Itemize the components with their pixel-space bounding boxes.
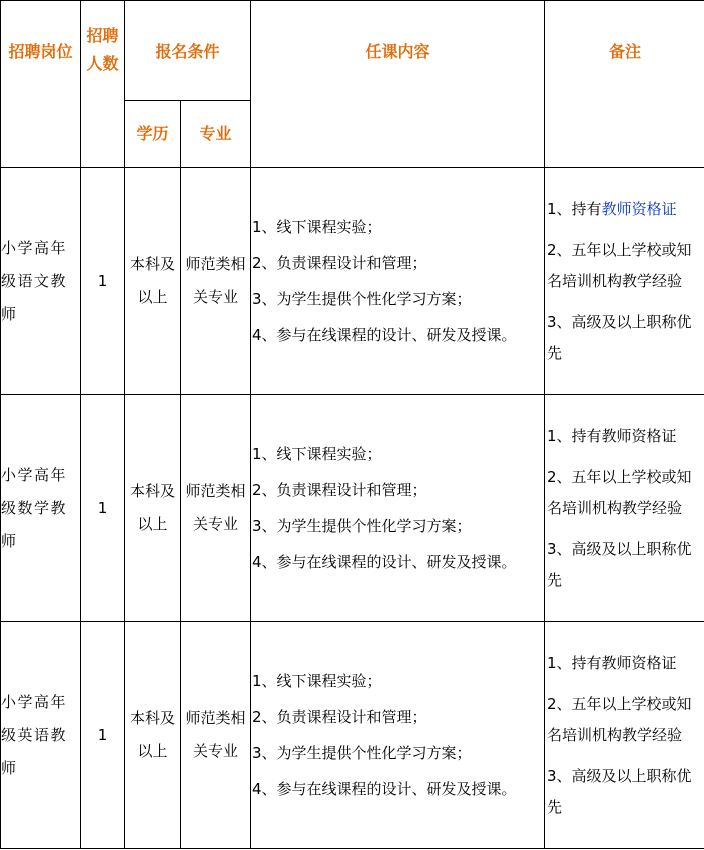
position-cell: 小学高年级数学教师 <box>1 395 81 622</box>
duties-cell <box>251 395 545 622</box>
count-cell: 1 <box>81 168 125 395</box>
note-item <box>547 194 704 225</box>
note-item: 3、高级及以上职称优先 <box>547 766 692 816</box>
header-major: 专业 <box>181 101 251 168</box>
header-position: 招聘岗位 <box>1 1 81 168</box>
count-cell: 1 <box>81 395 125 622</box>
note-text: 1、持有 <box>547 199 602 218</box>
duty-item: 3、为学生提供个性化学习方案； <box>252 744 472 762</box>
header-conditions: 报名条件 <box>125 1 251 101</box>
note-item: 3、高级及以上职称优先 <box>547 539 692 589</box>
note-item: 2、五年以上学校或知名培训机构教学经验 <box>547 694 692 744</box>
note-item: 2、五年以上学校或知名培训机构教学经验 <box>547 240 692 290</box>
major-cell: 师范类相关专业 <box>181 168 251 395</box>
header-education: 学历 <box>125 101 181 168</box>
duties-cell <box>251 622 545 849</box>
major-cell: 师范类相关专业 <box>181 395 251 622</box>
position-cell: 小学高年级英语教师 <box>1 622 81 849</box>
duty-item: 4、参与在线课程的设计、研发及授课。 <box>252 553 517 571</box>
duty-item: 4、参与在线课程的设计、研发及授课。 <box>252 326 517 344</box>
duty-item: 2、负责课程设计和管理； <box>252 481 427 499</box>
duties-cell <box>251 168 545 395</box>
header-notes: 备注 <box>545 1 704 168</box>
table-row <box>1 395 704 622</box>
note-item: 2、五年以上学校或知名培训机构教学经验 <box>547 467 692 517</box>
note-item: 1、持有教师资格证 <box>547 653 677 672</box>
header-count: 招聘人数 <box>81 1 125 168</box>
education-cell: 本科及以上 <box>125 622 181 849</box>
duty-item: 2、负责课程设计和管理； <box>252 254 427 272</box>
duty-item: 3、为学生提供个性化学习方案； <box>252 517 472 535</box>
header-duties: 任课内容 <box>251 1 545 168</box>
position-cell: 小学高年级语文教师 <box>1 168 81 395</box>
notes-cell <box>545 622 704 849</box>
table-row <box>1 622 704 849</box>
duty-item: 3、为学生提供个性化学习方案； <box>252 290 472 308</box>
duty-item: 4、参与在线课程的设计、研发及授课。 <box>252 780 517 798</box>
notes-cell <box>545 395 704 622</box>
note-item: 1、持有教师资格证 <box>547 426 677 445</box>
duty-item: 1、线下课程实验； <box>252 218 382 236</box>
major-cell: 师范类相关专业 <box>181 622 251 849</box>
education-cell: 本科及以上 <box>125 395 181 622</box>
note-item: 3、高级及以上职称优先 <box>547 312 692 362</box>
count-cell: 1 <box>81 622 125 849</box>
duty-item: 1、线下课程实验； <box>252 445 382 463</box>
duty-item: 2、负责课程设计和管理； <box>252 708 427 726</box>
education-cell: 本科及以上 <box>125 168 181 395</box>
table-row <box>1 168 704 395</box>
notes-cell <box>545 168 704 395</box>
teacher-certificate-link[interactable]: 教师资格证 <box>601 199 677 218</box>
duty-item: 1、线下课程实验； <box>252 672 382 690</box>
